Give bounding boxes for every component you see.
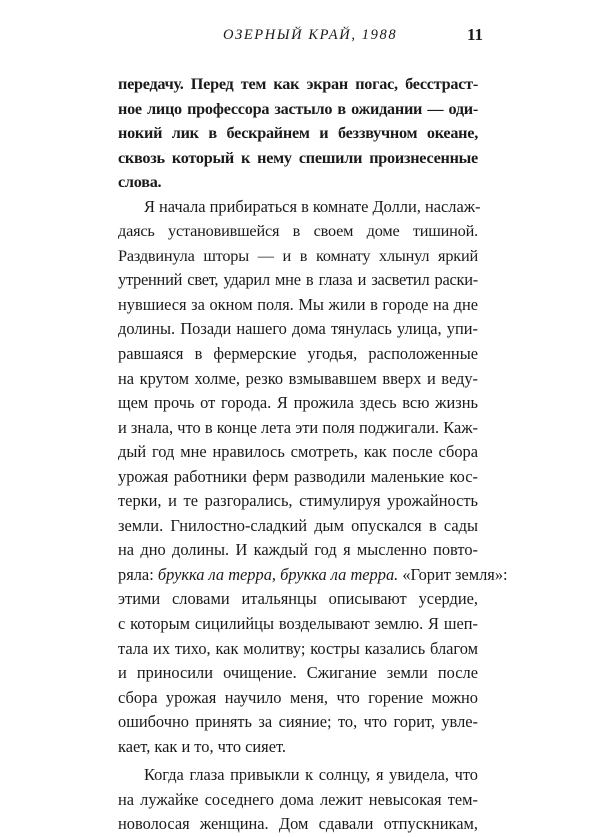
text-line: слова. xyxy=(118,173,162,192)
text-fragment: «Горит земля»: xyxy=(398,564,508,584)
text-line: урожая работники ферм разводили маленькие кос- xyxy=(118,466,478,486)
text-line: нувшиеся за окном поля. Мы жили в городе на дне xyxy=(118,294,478,314)
text-line: сквозь который к нему спешили произнесенные xyxy=(118,148,478,167)
text-fragment: ряла: xyxy=(118,564,158,584)
text-line: тала их тихо, как молитву; костры казались благом xyxy=(118,638,478,658)
text-line: новолосая женщина. Дом сдавали отпускникам, xyxy=(118,814,478,834)
paragraph-3 xyxy=(118,763,478,837)
text-line: равшаяся в фермерские угодья, расположенные xyxy=(118,344,478,364)
text-line: кает, как и то, что сияет. xyxy=(118,736,287,756)
text-line: передачу. Перед тем как экран погас, бесстраст- xyxy=(118,75,478,93)
page-number: 11 xyxy=(467,25,484,44)
text-line: и приносили очищение. Сжигание земли после xyxy=(118,663,478,683)
text-line: терки, и те разгорались, стимулируя урожайность xyxy=(118,491,478,511)
body-text xyxy=(118,72,508,837)
paragraph-1 xyxy=(118,72,478,195)
text-line: щем прочь от города. Я прожила здесь всю жизнь xyxy=(118,393,478,413)
running-head xyxy=(118,27,478,47)
paragraph-2 xyxy=(118,195,508,760)
text-line: и знала, что в конце лета эти поля поджигали. Каж- xyxy=(118,417,478,437)
text-line: нокий лик в бескрайнем и беззвучном океане, xyxy=(118,124,478,143)
text-line: Раздвинула шторы — и в комнату хлынул яркий xyxy=(118,245,478,265)
text-line: дый год мне нравилось смотреть, как после сбора xyxy=(118,442,478,462)
text-line: на дно долины. И каждый год я мысленно повто- xyxy=(118,540,478,560)
text-line: с которым сицилийцы возделывают землю. Я шеп- xyxy=(118,614,478,634)
text-line: ошибочно принять за сияние; то, что горит, увле- xyxy=(118,712,478,732)
text-line: на крутом холме, резко взмывавшем вверх и веду- xyxy=(118,368,478,388)
text-line: ное лицо профессора застыло в ожидании — оди- xyxy=(118,99,478,118)
text-line: Я начала прибираться в комнате Долли, наслаж- xyxy=(144,196,481,216)
text-line: даясь установившейся в своем доме тишиной. xyxy=(118,221,478,241)
text-line: утренний свет, ударил мне в глаза и засветил раски- xyxy=(118,270,478,290)
text-line: земли. Гнилостно-сладкий дым опускался в сады xyxy=(118,515,478,535)
text-line: на лужайке соседнего дома лежит невысокая тем- xyxy=(118,789,478,809)
text-line: сбора урожая научило меня, что горение можно xyxy=(118,687,478,707)
text-line: Когда глаза привыкли к солнцу, я увидела, что xyxy=(144,765,478,785)
text-line: долины. Позади нашего дома тянулась улица, упи- xyxy=(118,319,478,339)
running-head-title: ОЗЕРНЫЙ КРАЙ, 1988 xyxy=(223,27,398,43)
text-line-mixed xyxy=(118,563,508,588)
italic-phrase: брукка ла терра, брукка ла терра. xyxy=(157,564,399,584)
text-line: этими словами итальянцы описывают усердие, xyxy=(118,589,478,609)
